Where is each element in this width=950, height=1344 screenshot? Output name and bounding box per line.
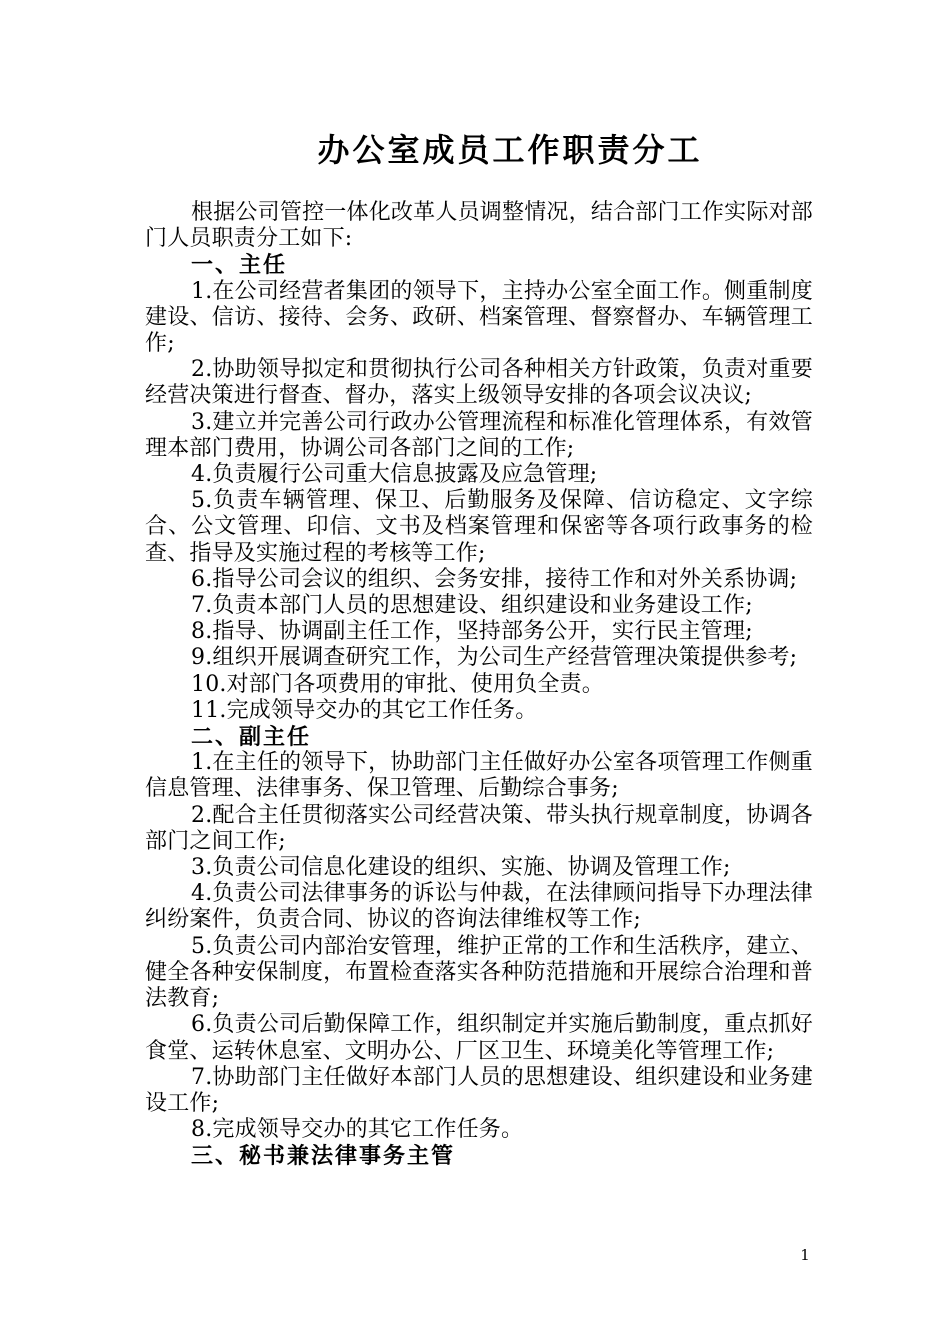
section-heading-deputy-director: 二、副主任 xyxy=(191,724,312,751)
list-item: 5.负责车辆管理、保卫、后勤服务及保障、信访稳定、文字综合、公文管理、印信、文书及档案管理和保密等各项行政事务的检查、指导及实施过程的考核等工作; xyxy=(145,488,813,566)
list-item: 2.配合主任贯彻落实公司经营决策、带头执行规章制度，协调各部门之间工作; xyxy=(145,802,813,854)
list-item: 1.在公司经营者集团的领导下，主持办公室全面工作。侧重制度建设、信访、接待、会务、政研、档案管理、督察督办、车辆管理工作; xyxy=(145,278,813,357)
list-item: 2.协助领导拟定和贯彻执行公司各种相关方针政策，负责对重要经营决策进行督查、督办，落实上级领导安排的各项会议决议; xyxy=(145,357,813,409)
list-item: 10.对部门各项费用的审批、使用负全责。 xyxy=(191,671,604,697)
intro-paragraph: 根据公司管控一体化改革人员调整情况，结合部门工作实际对部门人员职责分工如下: xyxy=(145,200,813,252)
list-item: 7.协助部门主任做好本部门人员的思想建设、组织建设和业务建设工作; xyxy=(145,1064,813,1116)
list-item: 4.负责公司法律事务的诉讼与仲裁，在法律顾问指导下办理法律纠纷案件，负责合同、协议的咨询法律维权等工作; xyxy=(145,881,813,933)
list-item: 3.建立并完善公司行政办公管理流程和标准化管理体系，有效管理本部门费用，协调公司各部门之间的工作; xyxy=(145,409,813,461)
document-title: 办公室成员工作职责分工 xyxy=(317,131,703,169)
list-item: 6.负责公司后勤保障工作，组织制定并实施后勤制度，重点抓好食堂、运转休息室、文明办公、厂区卫生、环境美化等管理工作; xyxy=(145,1012,813,1064)
list-item: 11.完成领导交办的其它工作任务。 xyxy=(191,697,538,723)
document-body xyxy=(145,200,813,1170)
list-item: 8.完成领导交办的其它工作任务。 xyxy=(191,1117,524,1143)
list-item: 9.组织开展调查研究工作，为公司生产经营管理决策提供参考; xyxy=(191,645,798,671)
list-item: 3.负责公司信息化建设的组织、实施、协调及管理工作; xyxy=(191,855,731,881)
section-heading-director: 一、主任 xyxy=(191,252,288,279)
list-item: 1.在主任的领导下，协助部门主任做好办公室各项管理工作侧重信息管理、法律事务、保卫管理、后勤综合事务; xyxy=(145,750,813,802)
page-number: 1 xyxy=(800,1246,810,1264)
list-item: 6.指导公司会议的组织、会务安排，接待工作和对外关系协调; xyxy=(191,566,798,592)
section-heading-secretary: 三、秘书兼法律事务主管 xyxy=(191,1143,456,1170)
list-item: 5.负责公司内部治安管理，维护正常的工作和生活秩序，建立、健全各种安保制度，布置检查落实各种防范措施和开展综合治理和普法教育; xyxy=(145,933,813,1012)
list-item: 4.负责履行公司重大信息披露及应急管理; xyxy=(191,462,598,488)
list-item: 7.负责本部门人员的思想建设、组织建设和业务建设工作; xyxy=(191,593,753,619)
list-item: 8.指导、协调副主任工作，坚持部务公开，实行民主管理; xyxy=(191,619,753,645)
